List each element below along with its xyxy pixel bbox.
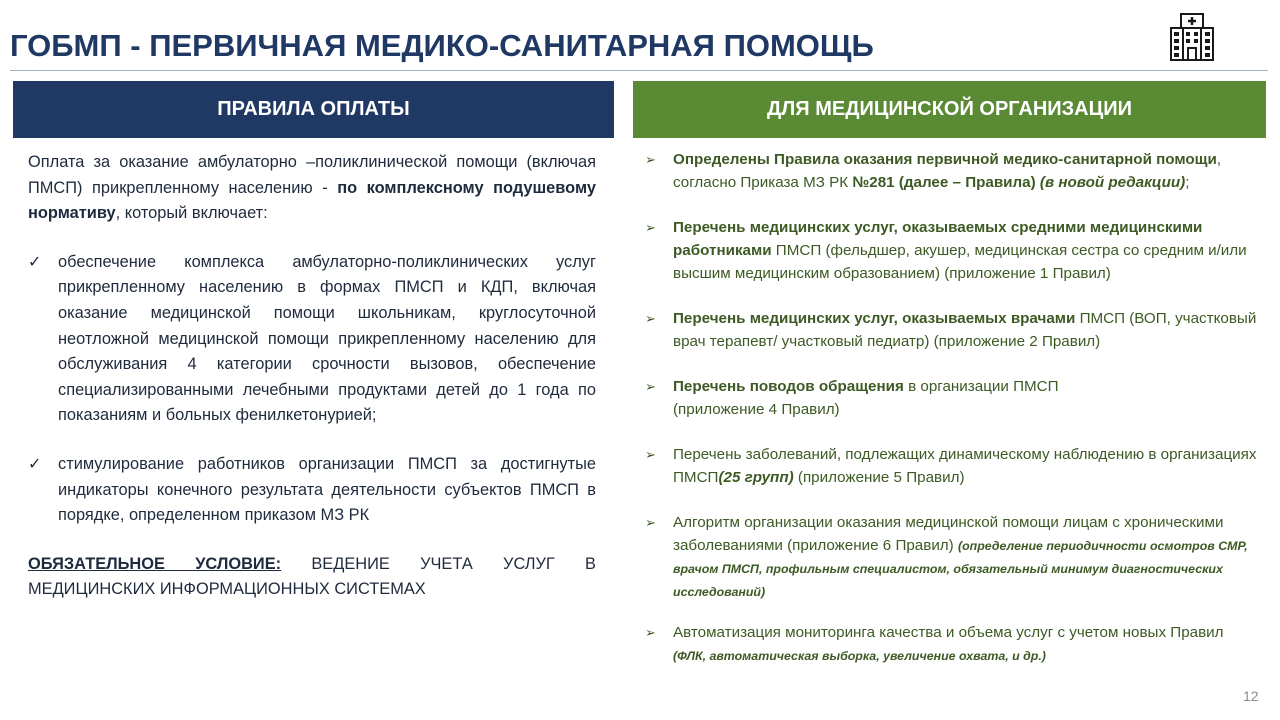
medical-org-header: ДЛЯ МЕДИЦИНСКОЙ ОРГАНИЗАЦИИ bbox=[633, 81, 1266, 138]
checkmark-icon: ✓ bbox=[28, 253, 42, 271]
list-item-text: стимулирование работников организации ПМСП за достигнутые индикаторы конечного результата деятельности субъектов ПМСП в порядке, определенном приказом МЗ РК bbox=[58, 454, 596, 525]
arrow-bullet-icon: ➢ bbox=[645, 220, 656, 235]
item-italic-text: (в новой редакции) bbox=[1035, 174, 1186, 191]
intro-text: Оплата за оказание амбулаторно –поликлинической помощи (включая ПМСП) прикрепленному населению - bbox=[28, 153, 596, 197]
list-item bbox=[645, 216, 1260, 285]
payment-rules-panel bbox=[28, 150, 596, 603]
hospital-icon bbox=[1167, 12, 1217, 62]
item-bold-text: Перечень медицинских услуг, оказываемых врачами bbox=[673, 310, 1076, 327]
list-item bbox=[645, 621, 1260, 667]
requirement-line-1 bbox=[28, 552, 596, 578]
item-text: в организации ПМСП bbox=[903, 378, 1059, 395]
item-text: Алгоритм организации оказания медицинской помощи лицам с хроническими заболеваниями (приложение 6 Правил) bbox=[673, 514, 1224, 554]
arrow-bullet-icon: ➢ bbox=[645, 152, 656, 167]
list-item bbox=[645, 307, 1260, 353]
item-note: (определение периодичности осмотров СМР, врачом ПМСП, профильным специалистом, обязательный минимум диагностических исследований) bbox=[673, 539, 1248, 599]
payment-includes-list bbox=[28, 250, 596, 529]
page-title: ГОБМП - ПЕРВИЧНАЯ МЕДИКО-САНИТАРНАЯ ПОМОЩЬ bbox=[10, 28, 874, 63]
item-bold-text: Перечень медицинских услуг, оказываемых средними медицинскими работниками bbox=[673, 219, 1203, 259]
arrow-bullet-icon: ➢ bbox=[645, 379, 656, 394]
arrow-bullet-icon: ➢ bbox=[645, 311, 656, 326]
item-text: Автоматизация мониторинга качества и объема услуг с учетом новых Правил bbox=[673, 624, 1224, 641]
payment-rules-header: ПРАВИЛА ОПЛАТЫ bbox=[13, 81, 614, 138]
item-text: (приложение 5 Правил) bbox=[793, 469, 965, 486]
arrow-bullet-icon: ➢ bbox=[645, 515, 656, 530]
checkmark-icon: ✓ bbox=[28, 455, 42, 473]
requirement-text: ВЕДЕНИЕ УЧЕТА УСЛУГ В bbox=[311, 554, 596, 573]
list-item bbox=[28, 250, 596, 429]
requirement-line-2: МЕДИЦИНСКИХ ИНФОРМАЦИОННЫХ СИСТЕМАХ bbox=[28, 580, 426, 599]
item-text: (приложение 4 Правил) bbox=[673, 401, 840, 418]
item-text: , согласно Приказа МЗ РК bbox=[673, 151, 1222, 191]
item-italic-text: (25 групп) bbox=[718, 469, 794, 486]
list-item-text: обеспечение комплекса амбулаторно-поликлинических услуг прикрепленному населению в формах ПМСП и КДП, включая оказание медицинской помощи школьникам, круглосуточной неотложной медицинской помощи прикрепленному населению для обслуживания 4 категории срочности вызовов, обеспечение специализированными лечебными продуктами детей до 1 года по показаниям и больных фенилкетонурией; bbox=[58, 252, 596, 425]
medical-org-panel bbox=[645, 148, 1260, 667]
item-bold-text: Определены Правила оказания первичной медико-санитарной помощи bbox=[673, 151, 1217, 168]
list-item bbox=[645, 148, 1260, 194]
item-bold-text: Перечень поводов обращения bbox=[673, 378, 904, 395]
item-text: ; bbox=[1185, 174, 1190, 191]
list-item bbox=[645, 511, 1260, 603]
list-item bbox=[645, 443, 1260, 489]
item-note: (ФЛК, автоматическая выборка, увеличение охвата, и др.) bbox=[673, 649, 1046, 663]
arrow-bullet-icon: ➢ bbox=[645, 447, 656, 462]
list-item bbox=[645, 375, 1260, 421]
page-number: 12 bbox=[1243, 688, 1259, 704]
item-bold-text: №281 (далее – Правила) bbox=[852, 174, 1036, 191]
intro-text-end: , который включает: bbox=[115, 204, 268, 223]
intro-paragraph bbox=[28, 150, 596, 227]
item-text: Перечень заболеваний, подлежащих динамическому наблюдению в организациях ПМСП bbox=[673, 446, 1257, 486]
title-divider bbox=[10, 70, 1268, 71]
arrow-bullet-icon: ➢ bbox=[645, 625, 656, 640]
requirement-label: ОБЯЗАТЕЛЬНОЕ УСЛОВИЕ: bbox=[28, 554, 282, 573]
item-text: ПМСП (ВОП, участковый врач терапевт/ участковый педиатр) (приложение 2 Правил) bbox=[673, 310, 1257, 350]
list-item bbox=[28, 452, 596, 529]
item-text: ПМСП (фельдшер, акушер, медицинская сестра со средним и/или высшим медицинским образованием) (приложение 1 Правил) bbox=[673, 242, 1247, 282]
intro-bold-text: по комплексному подушевому нормативу bbox=[28, 178, 596, 223]
